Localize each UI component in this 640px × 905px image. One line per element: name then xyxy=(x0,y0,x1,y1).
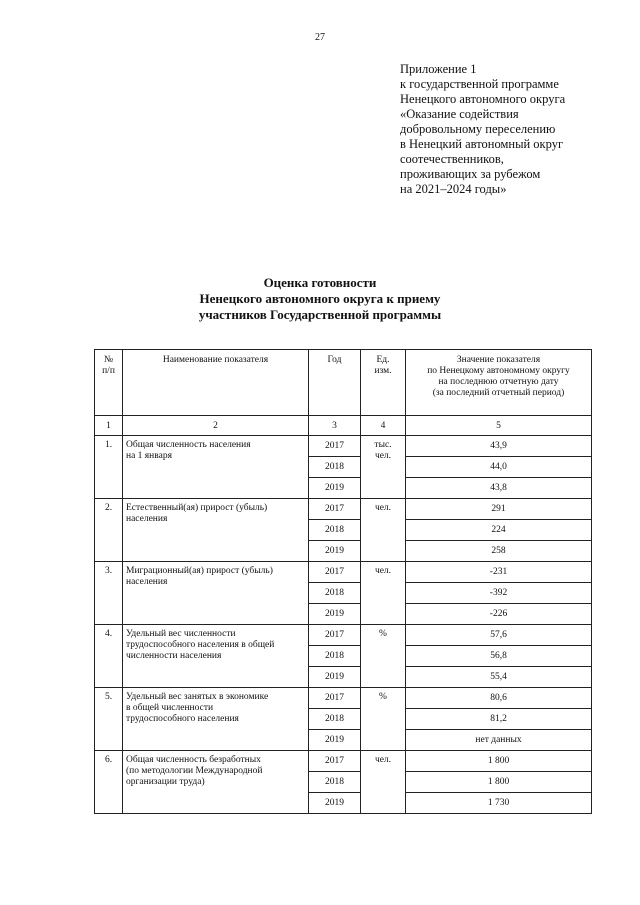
title-line: участников Государственной программы xyxy=(198,307,442,322)
year-cell: 2019 xyxy=(309,667,361,688)
unit-cell: тыс. чел. xyxy=(361,436,406,499)
unit-cell: % xyxy=(361,688,406,751)
document-title xyxy=(0,275,640,323)
year-cell: 2017 xyxy=(309,688,361,709)
table-row xyxy=(95,436,592,457)
value-cell: 57,6 xyxy=(406,625,592,646)
row-number: 6. xyxy=(95,751,123,814)
year-cell: 2018 xyxy=(309,709,361,730)
table-row xyxy=(95,625,592,646)
year-cell: 2019 xyxy=(309,478,361,499)
value-cell: 291 xyxy=(406,499,592,520)
value-cell: 1 800 xyxy=(406,772,592,793)
row-number: 2. xyxy=(95,499,123,562)
unit-cell: чел. xyxy=(361,751,406,814)
column-number: 2 xyxy=(123,416,309,436)
column-number: 4 xyxy=(361,416,406,436)
value-cell: 80,6 xyxy=(406,688,592,709)
value-cell: 1 800 xyxy=(406,751,592,772)
indicator-name: Удельный вес занятых в экономике в общей численности трудоспособного населения xyxy=(123,688,309,751)
year-cell: 2019 xyxy=(309,730,361,751)
year-cell: 2018 xyxy=(309,520,361,541)
indicator-name: Общая численность безработных (по методологии Международной организации труда) xyxy=(123,751,309,814)
table-header-row xyxy=(95,350,592,416)
header-num: № п/п xyxy=(95,350,123,416)
indicator-name: Удельный вес численности трудоспособного населения в общей численности населения xyxy=(123,625,309,688)
value-cell: нет данных xyxy=(406,730,592,751)
column-number: 5 xyxy=(406,416,592,436)
value-cell: 81,2 xyxy=(406,709,592,730)
table-row xyxy=(95,688,592,709)
value-cell: 224 xyxy=(406,520,592,541)
value-cell: -231 xyxy=(406,562,592,583)
row-number: 4. xyxy=(95,625,123,688)
table-body xyxy=(95,436,592,814)
header-value: Значение показателя по Ненецкому автономному округу на последнюю отчетную дату (за последний отчетный период) xyxy=(406,350,592,416)
row-number: 3. xyxy=(95,562,123,625)
value-cell: 1 730 xyxy=(406,793,592,814)
unit-cell: чел. xyxy=(361,562,406,625)
table-row xyxy=(95,562,592,583)
appendix-reference: Приложение 1 к государственной программе Ненецкого автономного округа «Оказание содействия добровольному переселению в Ненецкий автономный округ соотечественников, проживающих за рубежом на 2021–2024 годы» xyxy=(400,62,566,196)
header-name: Наименование показателя xyxy=(123,350,309,416)
value-cell: 258 xyxy=(406,541,592,562)
value-cell: -226 xyxy=(406,604,592,625)
row-number: 5. xyxy=(95,688,123,751)
year-cell: 2019 xyxy=(309,604,361,625)
year-cell: 2018 xyxy=(309,772,361,793)
value-cell: -392 xyxy=(406,583,592,604)
title-line: Ненецкого автономного округа к приему xyxy=(199,291,441,306)
unit-cell: % xyxy=(361,625,406,688)
column-numbers-row xyxy=(95,416,592,436)
year-cell: 2017 xyxy=(309,499,361,520)
header-year: Год xyxy=(309,350,361,416)
row-number: 1. xyxy=(95,436,123,499)
value-cell: 43,9 xyxy=(406,436,592,457)
year-cell: 2017 xyxy=(309,751,361,772)
column-number: 3 xyxy=(309,416,361,436)
column-number: 1 xyxy=(95,416,123,436)
table-row xyxy=(95,499,592,520)
year-cell: 2018 xyxy=(309,646,361,667)
year-cell: 2018 xyxy=(309,457,361,478)
value-cell: 44,0 xyxy=(406,457,592,478)
unit-cell: чел. xyxy=(361,499,406,562)
year-cell: 2017 xyxy=(309,562,361,583)
indicator-name: Миграционный(ая) прирост (убыль) населения xyxy=(123,562,309,625)
year-cell: 2017 xyxy=(309,625,361,646)
page-number: 27 xyxy=(315,32,325,43)
table-row xyxy=(95,751,592,772)
year-cell: 2018 xyxy=(309,583,361,604)
year-cell: 2017 xyxy=(309,436,361,457)
title-line: Оценка готовности xyxy=(263,275,377,290)
indicators-table xyxy=(94,349,592,814)
indicator-name: Общая численность населения на 1 января xyxy=(123,436,309,499)
value-cell: 55,4 xyxy=(406,667,592,688)
indicator-name: Естественный(ая) прирост (убыль) населения xyxy=(123,499,309,562)
year-cell: 2019 xyxy=(309,793,361,814)
value-cell: 56,8 xyxy=(406,646,592,667)
header-unit: Ед. изм. xyxy=(361,350,406,416)
year-cell: 2019 xyxy=(309,541,361,562)
value-cell: 43,8 xyxy=(406,478,592,499)
